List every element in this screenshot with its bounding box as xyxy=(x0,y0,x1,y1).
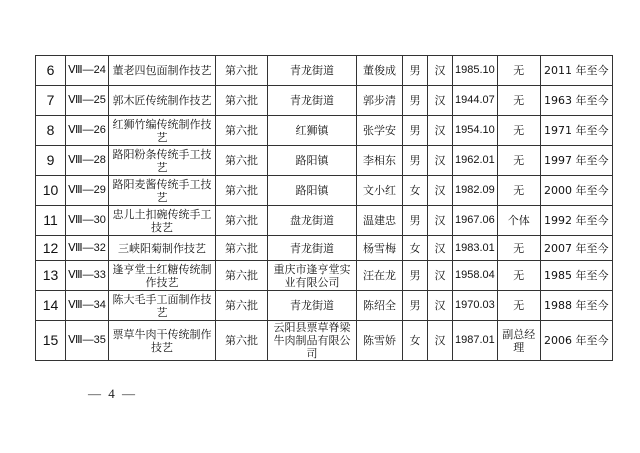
project-code: Ⅷ—32 xyxy=(66,236,109,261)
ethnicity: 汉 xyxy=(428,86,453,116)
sex: 男 xyxy=(403,291,428,321)
ethnicity: 汉 xyxy=(428,206,453,236)
inheritor-name: 李相东 xyxy=(357,146,403,176)
applying-unit: 盘龙街道 xyxy=(268,206,357,236)
sex: 女 xyxy=(403,176,428,206)
job-title: 无 xyxy=(497,86,540,116)
inheritor-name: 陈绍全 xyxy=(357,291,403,321)
project-name: 票草牛肉干传统制作技艺 xyxy=(109,321,216,361)
sex: 男 xyxy=(403,206,428,236)
batch: 第六批 xyxy=(216,116,268,146)
table-row xyxy=(36,236,613,261)
birth-date: 1970.03 xyxy=(453,291,498,321)
inheritor-name: 温建忠 xyxy=(357,206,403,236)
applying-unit: 青龙街道 xyxy=(268,291,357,321)
job-title: 无 xyxy=(497,116,540,146)
project-code: Ⅷ—30 xyxy=(66,206,109,236)
birth-date: 1944.07 xyxy=(453,86,498,116)
job-title: 无 xyxy=(497,56,540,86)
project-name: 三峡阳菊制作技艺 xyxy=(109,236,216,261)
sex: 男 xyxy=(403,86,428,116)
batch: 第六批 xyxy=(216,56,268,86)
ethnicity: 汉 xyxy=(428,56,453,86)
applying-unit: 路阳镇 xyxy=(268,146,357,176)
inheritor-name: 陈雪娇 xyxy=(357,321,403,361)
birth-date: 1958.04 xyxy=(453,261,498,291)
table-row xyxy=(36,116,613,146)
sex: 女 xyxy=(403,321,428,361)
ethnicity: 汉 xyxy=(428,321,453,361)
table-row xyxy=(36,56,613,86)
ethnicity: 汉 xyxy=(428,146,453,176)
project-code: Ⅷ—34 xyxy=(66,291,109,321)
sex: 男 xyxy=(403,116,428,146)
batch: 第六批 xyxy=(216,291,268,321)
applying-unit: 红狮镇 xyxy=(268,116,357,146)
practice-years: 2011 年至今 xyxy=(540,56,612,86)
inheritor-name: 张学安 xyxy=(357,116,403,146)
project-code: Ⅷ—25 xyxy=(66,86,109,116)
birth-date: 1967.06 xyxy=(453,206,498,236)
batch: 第六批 xyxy=(216,261,268,291)
ethnicity: 汉 xyxy=(428,176,453,206)
table-row xyxy=(36,176,613,206)
job-title: 无 xyxy=(497,261,540,291)
batch: 第六批 xyxy=(216,146,268,176)
ethnicity: 汉 xyxy=(428,261,453,291)
inheritor-name: 董俊成 xyxy=(357,56,403,86)
birth-date: 1983.01 xyxy=(453,236,498,261)
project-code: Ⅷ—24 xyxy=(66,56,109,86)
ethnicity: 汉 xyxy=(428,116,453,146)
project-name: 陈大毛手工面制作技艺 xyxy=(109,291,216,321)
job-title: 副总经理 xyxy=(497,321,540,361)
table-row xyxy=(36,86,613,116)
practice-years: 1992 年至今 xyxy=(540,206,612,236)
row-number: 13 xyxy=(36,261,66,291)
row-number: 14 xyxy=(36,291,66,321)
inheritor-name: 郭步清 xyxy=(357,86,403,116)
batch: 第六批 xyxy=(216,176,268,206)
project-name: 路阳粉条传统手工技艺 xyxy=(109,146,216,176)
table-row xyxy=(36,146,613,176)
birth-date: 1954.10 xyxy=(453,116,498,146)
birth-date: 1987.01 xyxy=(453,321,498,361)
batch: 第六批 xyxy=(216,86,268,116)
practice-years: 2007 年至今 xyxy=(540,236,612,261)
inheritor-name: 汪在龙 xyxy=(357,261,403,291)
project-code: Ⅷ—29 xyxy=(66,176,109,206)
project-code: Ⅷ—33 xyxy=(66,261,109,291)
inheritor-name: 文小红 xyxy=(357,176,403,206)
table-row xyxy=(36,261,613,291)
practice-years: 2006 年至今 xyxy=(540,321,612,361)
row-number: 15 xyxy=(36,321,66,361)
practice-years: 1963 年至今 xyxy=(540,86,612,116)
row-number: 10 xyxy=(36,176,66,206)
heritage-inheritor-table xyxy=(35,55,613,361)
practice-years: 2000 年至今 xyxy=(540,176,612,206)
table-row xyxy=(36,206,613,236)
batch: 第六批 xyxy=(216,321,268,361)
practice-years: 1985 年至今 xyxy=(540,261,612,291)
birth-date: 1962.01 xyxy=(453,146,498,176)
inheritor-name: 杨雪梅 xyxy=(357,236,403,261)
applying-unit: 青龙街道 xyxy=(268,86,357,116)
job-title: 无 xyxy=(497,176,540,206)
project-name: 忠儿土扣碗传统手工技艺 xyxy=(109,206,216,236)
page-number: — 4 — xyxy=(88,386,137,401)
sex: 男 xyxy=(403,56,428,86)
batch: 第六批 xyxy=(216,206,268,236)
table-row xyxy=(36,321,613,361)
practice-years: 1988 年至今 xyxy=(540,291,612,321)
row-number: 8 xyxy=(36,116,66,146)
applying-unit: 青龙街道 xyxy=(268,236,357,261)
project-code: Ⅷ—35 xyxy=(66,321,109,361)
row-number: 9 xyxy=(36,146,66,176)
row-number: 6 xyxy=(36,56,66,86)
project-name: 逢亨堂土红糖传统制作技艺 xyxy=(109,261,216,291)
project-code: Ⅷ—26 xyxy=(66,116,109,146)
row-number: 7 xyxy=(36,86,66,116)
job-title: 无 xyxy=(497,291,540,321)
batch: 第六批 xyxy=(216,236,268,261)
project-name: 董老四包面制作技艺 xyxy=(109,56,216,86)
birth-date: 1985.10 xyxy=(453,56,498,86)
applying-unit: 青龙街道 xyxy=(268,56,357,86)
sex: 男 xyxy=(403,261,428,291)
applying-unit: 路阳镇 xyxy=(268,176,357,206)
birth-date: 1982.09 xyxy=(453,176,498,206)
job-title: 无 xyxy=(497,146,540,176)
project-name: 郭木匠传统制作技艺 xyxy=(109,86,216,116)
job-title: 无 xyxy=(497,236,540,261)
row-number: 12 xyxy=(36,236,66,261)
practice-years: 1997 年至今 xyxy=(540,146,612,176)
applying-unit: 云阳县票草脊梁牛肉制品有限公司 xyxy=(268,321,357,361)
sex: 女 xyxy=(403,236,428,261)
project-name: 路阳麦酱传统手工技艺 xyxy=(109,176,216,206)
sex: 男 xyxy=(403,146,428,176)
ethnicity: 汉 xyxy=(428,291,453,321)
practice-years: 1971 年至今 xyxy=(540,116,612,146)
job-title: 个体 xyxy=(497,206,540,236)
applying-unit: 重庆市逢亨堂实业有限公司 xyxy=(268,261,357,291)
project-name: 红狮竹编传统制作技艺 xyxy=(109,116,216,146)
project-code: Ⅷ—28 xyxy=(66,146,109,176)
ethnicity: 汉 xyxy=(428,236,453,261)
row-number: 11 xyxy=(36,206,66,236)
table-row xyxy=(36,291,613,321)
